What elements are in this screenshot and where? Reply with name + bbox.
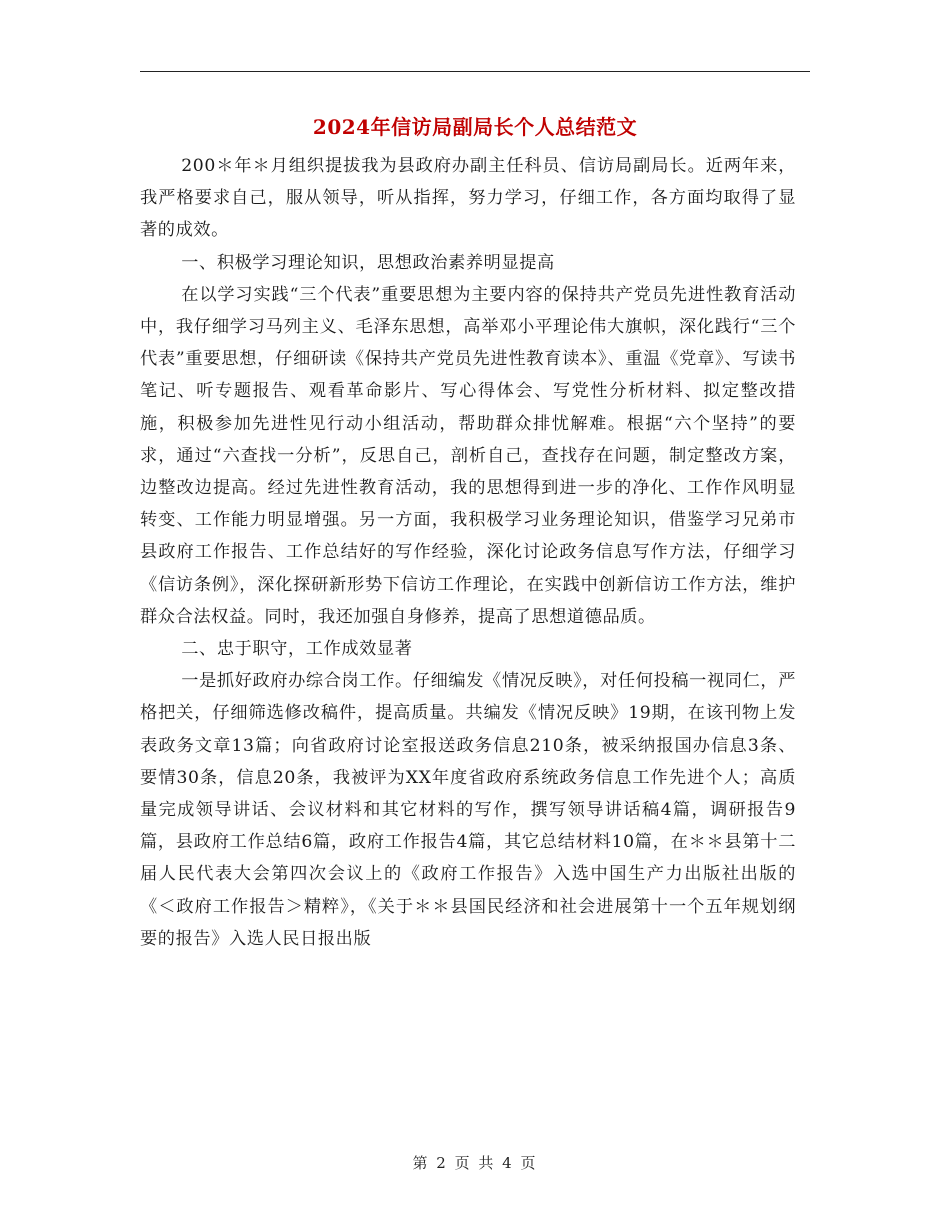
document-title: 2024年信访局副局长个人总结范文 bbox=[312, 115, 638, 139]
paragraph-work: 一是抓好政府办综合岗工作。仔细编发《情况反映》，对任何投稿一视同仁，严格把关，仔细筛选修改稿件，提高质量。共编发《情况反映》19期，在该刊物上发表政务文章13篇；向省政府讨论室报送政务信息210条，被采纳报国办信息3条、要情30条，信息20条，我被评为XX年度省政府系统政务信息工作先进个人；高质量完成领导讲话、会议材料和其它材料的写作，撰写领导讲话稿4篇，调研报告9篇，县政府工作总结6篇，政府工作报告4篇，其它总结材料10篇，在＊＊县第十二届人民代表大会第四次会议上的《政府工作报告》入选中国生产力出版社出版的《＜政府工作报告＞精粹》，《关于＊＊县国民经济和社会进展第十一个五年规划纲要的报告》入选人民日报出版 bbox=[140, 671, 796, 949]
section-heading-1: 一、积极学习理论知识，思想政治素养明显提高 bbox=[181, 252, 555, 273]
section-heading-2: 二、忠于职守，工作成效显著 bbox=[181, 639, 413, 660]
document-body bbox=[140, 150, 796, 955]
paragraph-intro: 200＊年＊月组织提拔我为县政府办副主任科员、信访局副局长。近两年来，我严格要求自己，服从领导，听从指挥，努力学习，仔细工作，各方面均取得了显著的成效。 bbox=[140, 156, 796, 241]
page-number: 第 2 页 共 4 页 bbox=[412, 1154, 538, 1172]
header-rule bbox=[140, 71, 810, 72]
paragraph-study: 在以学习实践“三个代表”重要思想为主要内容的保持共产党员先进性教育活动中，我仔细学习马列主义、毛泽东思想，高举邓小平理论伟大旗帜，深化践行“三个代表”重要思想，仔细研读《保持共产党员先进性教育读本》、重温《党章》、写读书笔记、听专题报告、观看革命影片、写心得体会、写党性分析材料、拟定整改措施，积极参加先进性见行动小组活动，帮助群众排忧解难。根据“六个坚持”的要求，通过“六查找一分析”，反思自己，剖析自己，查找存在问题，制定整改方案，边整改边提高。经过先进性教育活动，我的思想得到进一步的净化、工作作风明显转变、工作能力明显增强。另一方面，我积极学习业务理论知识，借鉴学习兄弟市县政府工作报告、工作总结好的写作经验，深化讨论政务信息写作方法，仔细学习《信访条例》，深化探研新形势下信访工作理论，在实践中创新信访工作方法，维护群众合法权益。同时，我还加强自身修养，提高了思想道德品质。 bbox=[140, 284, 796, 627]
